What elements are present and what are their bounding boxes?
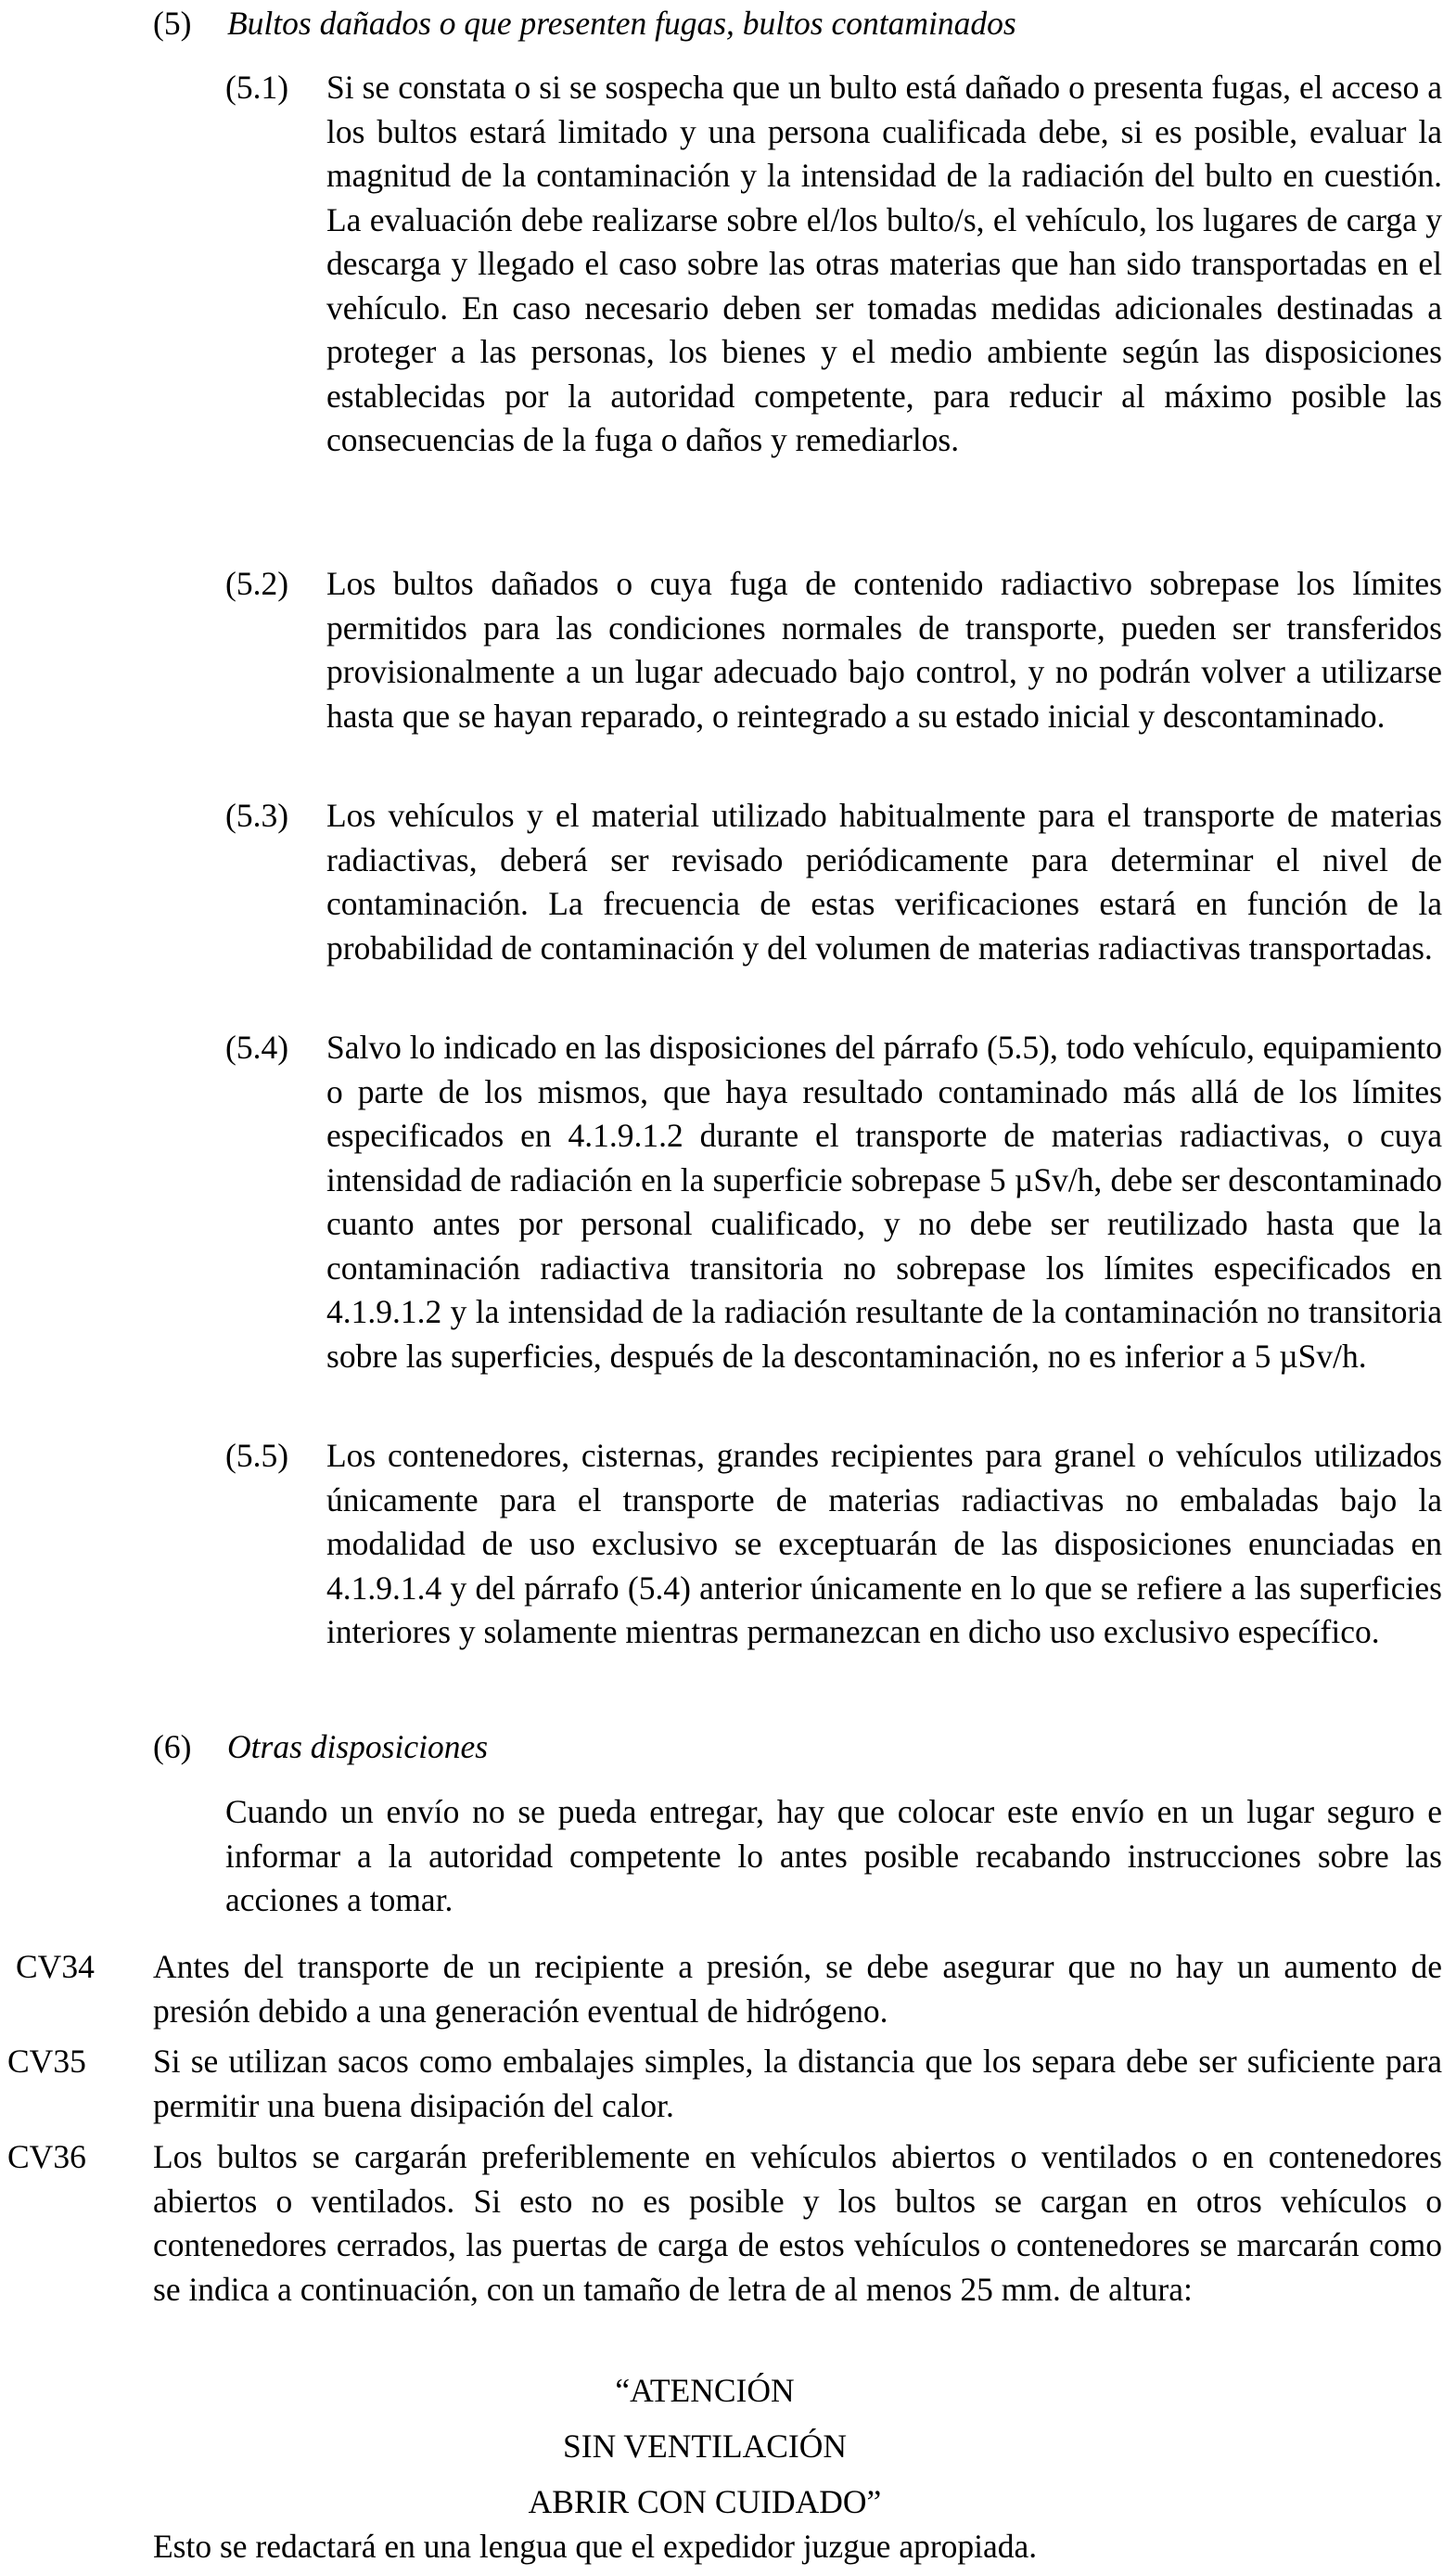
subsection-5-3-text: Los vehículos y el material utilizado habitualmente para el transporte de materias radiactivas, deberá ser revisado periódicamente para determinar el nivel de contaminación. La frecuencia de estas verificaciones estará en función de la probabilidad de contaminación y del volumen de materias radiactivas transportadas. [326,797,1442,967]
provision-cv34-text: Antes del transporte de un recipiente a presión, se debe asegurar que no hay un aumento de presión debido a una generación eventual de hidrógeno. [153,1948,1442,2030]
section-5-title: Bultos dañados o que presenten fugas, bultos contaminados [227,5,1016,42]
subsection-5-2 [225,562,1442,738]
subsection-5-3-number: (5.3) [225,797,289,834]
provision-cv36-code: CV36 [7,2138,86,2175]
provision-cv35 [0,2040,1442,2128]
provision-cv35-code: CV35 [7,2043,86,2080]
subsection-5-5 [225,1434,1442,1655]
provision-cv36 [0,2135,1442,2312]
subsection-5-1 [225,66,1442,463]
subsection-5-5-number: (5.5) [225,1437,289,1474]
warning-mark-line-2: SIN VENTILACIÓN [563,2428,847,2465]
subsection-5-2-text: Los bultos dañados o cuya fuga de contenido radiactivo sobrepase los límites permitidos para las condiciones normales de transporte, pueden ser transferidos provisionalmente a un lugar adecuado bajo control, y no podrán volver a utilizarse hasta que se hayan reparado, o reintegrado a su estado inicial y descontaminado. [326,565,1442,735]
section-6-number: (6) [153,1728,192,1765]
subsection-5-3 [225,794,1442,970]
subsection-5-1-text: Si se constata o si se sospecha que un bulto está dañado o presenta fugas, el acceso a los bultos estará limitado y una persona cualificada debe, si es posible, evaluar la magnitud de la contaminación y la intensidad de la radiación del bulto en cuestión. La evaluación debe realizarse sobre el/los bulto/s, el vehículo, los lugares de carga y descarga y llegado el caso sobre las otras materias que han sido transportadas en el vehículo. En caso necesario deben ser tomadas medidas adicionales destinadas a proteger a las personas, los bienes y el medio ambiente según las disposiciones establecidas por la autoridad competente, para reducir al máximo posible las consecuencias de la fuga o daños y remediarlos. [326,69,1442,458]
provision-cv34-code: CV34 [16,1948,95,1985]
provision-cv35-text: Si se utilizan sacos como embalajes simples, la distancia que los separa debe ser suficiente para permitir una buena disipación del calor. [153,2043,1442,2124]
closing-text: Esto se redactará en una lengua que el expedidor juzgue apropiada. [153,2528,1038,2565]
section-6-text: Cuando un envío no se pueda entregar, hay que colocar este envío en un lugar seguro e informar a la autoridad competente lo antes posible recabando instrucciones sobre las acciones a tomar. [225,1793,1442,1918]
section-6-title: Otras disposiciones [227,1728,489,1765]
subsection-5-4-text: Salvo lo indicado en las disposiciones del párrafo (5.5), todo vehículo, equipamiento o parte de los mismos, que haya resultado contaminado más allá de los límites especificados en 4.1.9.1.2 durante el transporte de materias radiactivas, o cuya intensidad de radiación en la superficie sobrepase 5 µSv/h, debe ser descontaminado cuanto antes por personal cualificado, y no debe ser reutilizado hasta que la contaminación radiactiva transitoria no sobrepase los límites especificados en 4.1.9.1.2 y la intensidad de la radiación resultante de la contaminación no transitoria sobre las superficies, después de la descontaminación, no es inferior a 5 µSv/h. [326,1029,1442,1375]
subsection-5-2-number: (5.2) [225,565,289,602]
provision-cv34 [0,1945,1442,2033]
section-5-number: (5) [153,5,192,42]
subsection-5-1-number: (5.1) [225,69,289,106]
subsection-5-4-number: (5.4) [225,1029,289,1066]
warning-mark-line-1: “ATENCIÓN [615,2372,795,2409]
provision-cv36-text: Los bultos se cargarán preferiblemente en vehículos abiertos o ventilados o en contenedores abiertos o ventilados. Si esto no es posible y los bultos se cargan en otros vehículos o contenedores cerrados, las puertas de carga de estos vehículos o contenedores se marcarán como se indica a continuación, con un tamaño de letra de al menos 25 mm. de altura: [153,2138,1442,2308]
subsection-5-4 [225,1026,1442,1378]
warning-mark-line-3: ABRIR CON CUIDADO” [528,2483,882,2520]
subsection-5-5-text: Los contenedores, cisternas, grandes recipientes para granel o vehículos utilizados únicamente para el transporte de materias radiactivas no embaladas bajo la modalidad de uso exclusivo se exceptuarán de las disposiciones enunciadas en 4.1.9.1.4 y del párrafo (5.4) anterior únicamente en lo que se refiere a las superficies interiores y solamente mientras permanezcan en dicho uso exclusivo específico. [326,1437,1442,1650]
